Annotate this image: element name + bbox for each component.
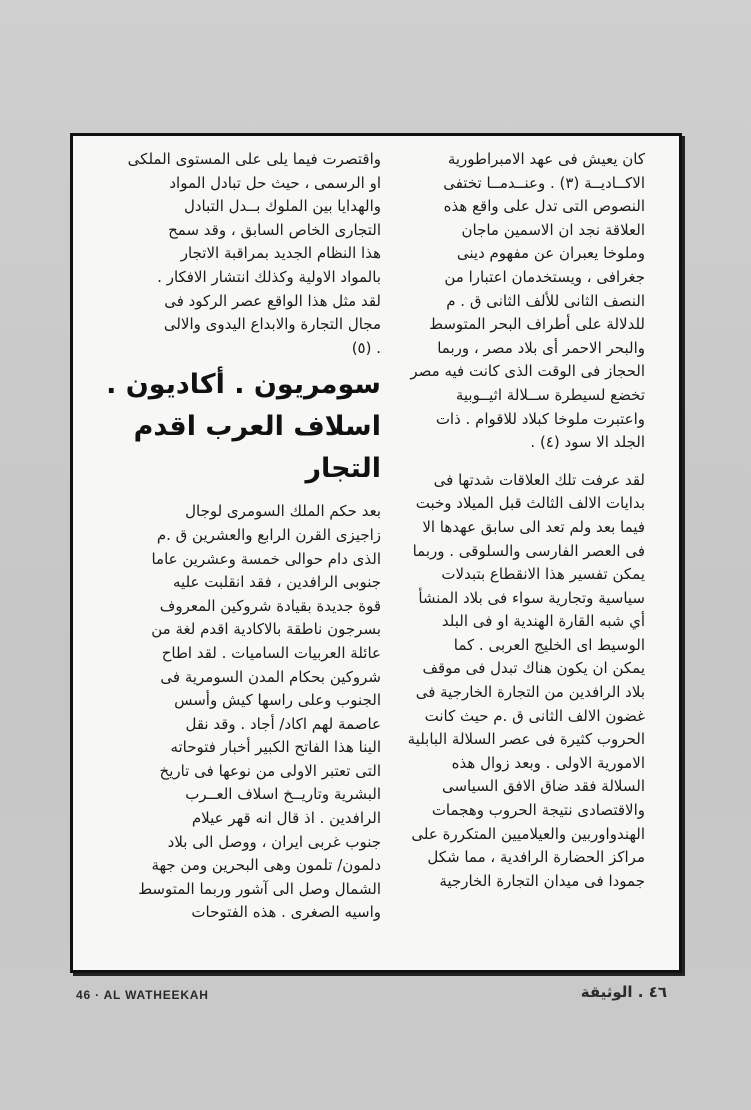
text-line: الحجاز فى الوقت الذى كانت فيه مصر [410,362,645,381]
text-line: واسيه الصغرى . هذه الفتوحات [191,903,381,922]
text-line: جمودا فى ميدان التجارة الخارجية [439,871,645,890]
right-column-paragraph-2 [377,469,645,894]
text-line: التى تعتبر الاولى من نوعها فى تاريخ [159,761,381,780]
text-line: والاقتصادى نتيجة الحروب وهجمات [431,801,645,820]
left-column [106,148,381,925]
heading-line: سومريون . أكاديون . [106,369,381,401]
text-line: جغرافى ، ويستخدمان اعتبارا من [444,267,645,286]
text-line: لقد مثل هذا الواقع عصر الركود فى [164,291,381,310]
text-line: والبحر الاحمر أى بلاد مصر ، وربما [437,338,645,357]
text-line: بلاد الرافدين من التجارة الخارجية فى [415,683,645,702]
text-line: الاكــاديــة (٣) . وعنــدمــا تختفى [443,173,645,192]
text-line: للدلالة على أطراف البحر المتوسط [429,315,645,334]
text-line: يمكن ان يكون هناك تبدل فى موقف [422,659,645,678]
text-line: عاصمة لهم اكاد/ أجاد . وقد نقل [185,714,381,733]
text-line: هذا النظام الجديد بمراقبة الاتجار [180,244,381,263]
text-line: او الرسمى ، حيث حل تبادل المواد [169,173,381,192]
text-line: النصوص التى تدل على واقع هذه [443,197,645,216]
text-line: الينا هذا الفاتح الكبير أخبار فتوحاته [170,738,381,757]
text-line: الامورية الاولى . وبعد زوال هذه [451,753,645,772]
text-line: أي شبه القارة الهندية او فى البلد [441,612,645,631]
footer-page-label-arabic: ٤٦ . الوثيقة [580,983,667,1001]
text-line: الشمال وصل الى آشور وربما المتوسط [138,879,381,898]
text-line: مجال التجارة والابداع اليدوى والالى [163,315,381,334]
text-line: جنوب غربى ايران ، ووصل الى بلاد [167,832,381,851]
text-line: قوة جديدة بقيادة شروكين المعروف [159,596,381,615]
text-line: واعتبرت ملوخا كبلاد للاقوام . ذات [435,409,645,428]
section-heading [106,366,381,488]
text-line: وملوخا يعبران عن مفهوم دينى [456,244,645,263]
text-line: مراكز الحضارة الرافدية ، مما شكل [427,848,645,867]
text-line: بسرجون ناطقة بالاكادية اقدم لغة من [151,620,381,639]
text-line: البشرية وتاريــخ اسلاف العــرب [185,785,381,804]
text-line: والهدايا بين الملوك بــدل التبادل [183,197,381,216]
text-line: شروكين بحكام المدن السومرية فى [160,667,381,686]
right-column-paragraph-1 [377,148,645,455]
text-line: الرافدين . اذ قال انه قهر عيلام [191,809,381,828]
text-line: الجلد الا سود (٤) . [530,433,645,452]
text-line: كان يعيش فى عهد الامبراطورية [447,150,645,168]
text-line: لقد عرفت تلك العلاقات شدتها فى [433,470,645,489]
text-line: دلمون/ تلمون وهى البحرين ومن جهة [151,856,381,875]
right-column [377,148,645,893]
text-line: سياسية وتجارية سواء فى بلاد المنشأ [418,588,645,607]
footer-page-label-english: 46 · AL WATHEEKAH [76,988,209,1002]
text-line: الذى دام حوالى خمسة وعشرين عاما [151,549,381,568]
paragraph-gap [377,455,645,469]
article-frame [70,133,682,973]
text-line: تخضع لسيطرة ســلالة اثيــوبية [455,385,645,404]
text-line: عائلة العربيات الساميات . لقد اطاح [161,643,381,662]
heading-line: اسلاف العرب اقدم [133,411,381,443]
text-line: بدايات الالف الثالث قبل الميلاد وخبت [415,494,645,513]
text-line: غضون الالف الثانى ق .م حيث كانت [424,706,645,725]
text-line: فيما بعد ولم تعد الى سابق عهدها الا [422,517,645,536]
text-line: يمكن تفسير هذا الانقطاع بتبدلات [441,565,645,584]
text-line: النصف الثانى للألف الثانى ق . م [446,291,645,310]
text-line: . (٥) [351,338,381,357]
text-line: السلالة فقد ضاق الافق السياسى [441,777,645,796]
left-column-paragraph-bottom [113,500,381,925]
text-line: الجنوب وعلى راسها كيش وأسس [174,691,381,710]
text-line: الوسيط اى الخليج العربى . كما [453,635,645,654]
text-line: فى العصر الفارسى والسلوقى . وربما [412,541,645,560]
text-line: العلاقة نجد ان الاسمين ماجان [461,220,645,239]
text-line: بعد حكم الملك السومرى لوجال [185,502,381,521]
heading-line: التجار [305,453,381,485]
text-line: بالمواد الاولية وكذلك انتشار الافكار . [157,267,381,286]
text-line: جنوبى الرافدين ، فقد انقلبت عليه [173,573,381,592]
left-column-paragraph-top [113,148,381,360]
text-line: زاجيزى القرن الرابع والعشرين ق .م [156,525,381,544]
text-line: التجارى الخاص السابق ، وقد سمح [168,220,381,239]
text-line: واقتصرت فيما يلى على المستوى الملكى [127,150,381,168]
text-line: الهندواوربين والعيلاميين المتكررة على [411,824,645,843]
text-line: الحروب كثيرة فى عصر السلالة البابلية [407,730,645,749]
